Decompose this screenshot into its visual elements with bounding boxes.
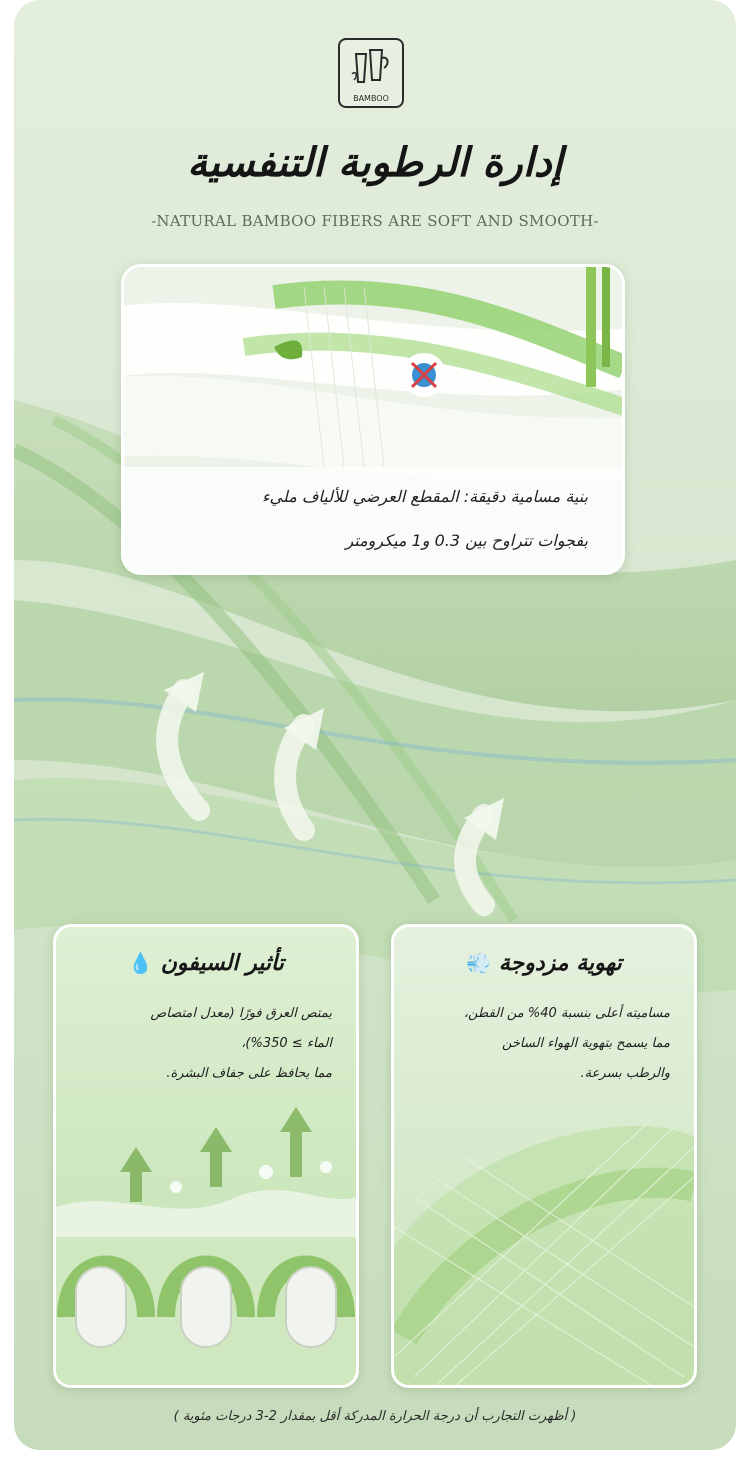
dual-ventilation-card [391, 924, 697, 1388]
fabric-loops-illustration [56, 1097, 356, 1387]
siphon-effect-line-3: مما يحافظ على جفاف البشرة. [166, 1066, 332, 1081]
siphon-effect-title [56, 951, 356, 976]
footer-note: ( أظهرت التجارب أن درجة الحرارة المدركة أقل بمقدار 2-3 درجات مئوية ) [173, 1409, 577, 1424]
product-detail-page [14, 0, 736, 1450]
page-title: إدارة الرطوبة التنفسية [187, 140, 563, 186]
micro-porous-caption [124, 467, 622, 575]
micro-porous-card [121, 264, 625, 575]
dual-ventilation-line-1: مساميته أعلى بنسبة 40% من القطن، [463, 1006, 670, 1021]
caption-line-2: بفجوات تتراوح بين 0.3 و1 ميكرومتر [345, 531, 588, 550]
siphon-effect-card [53, 924, 359, 1388]
caption-line-1: بنية مسامية دقيقة: المقطع العرضي للألياف مليء [262, 487, 588, 506]
siphon-effect-line-2: الماء ≥ 350%)، [241, 1036, 332, 1051]
siphon-effect-line-1: يمتص العرق فورًا (معدل امتصاص [150, 1006, 332, 1021]
dual-ventilation-line-3: والرطب بسرعة. [580, 1066, 670, 1081]
mesh-fabric-illustration [394, 1097, 694, 1387]
logo-text: BAMBOO [353, 94, 389, 103]
bamboo-cups-icon [348, 44, 394, 90]
bamboo-logo [338, 38, 404, 108]
dual-ventilation-line-2: مما يسمح بتهوية الهواء الساخن [502, 1036, 670, 1051]
siphon-effect-label: تأثير السيفون [160, 951, 284, 976]
water-drop-icon: 💧 [128, 951, 154, 975]
wind-icon: 💨 [466, 951, 492, 975]
dual-ventilation-title [394, 951, 694, 976]
dual-ventilation-label: تهوية مزدوجة [498, 951, 622, 976]
page-subtitle: -NATURAL BAMBOO FIBERS ARE SOFT AND SMOOTH- [151, 212, 599, 230]
